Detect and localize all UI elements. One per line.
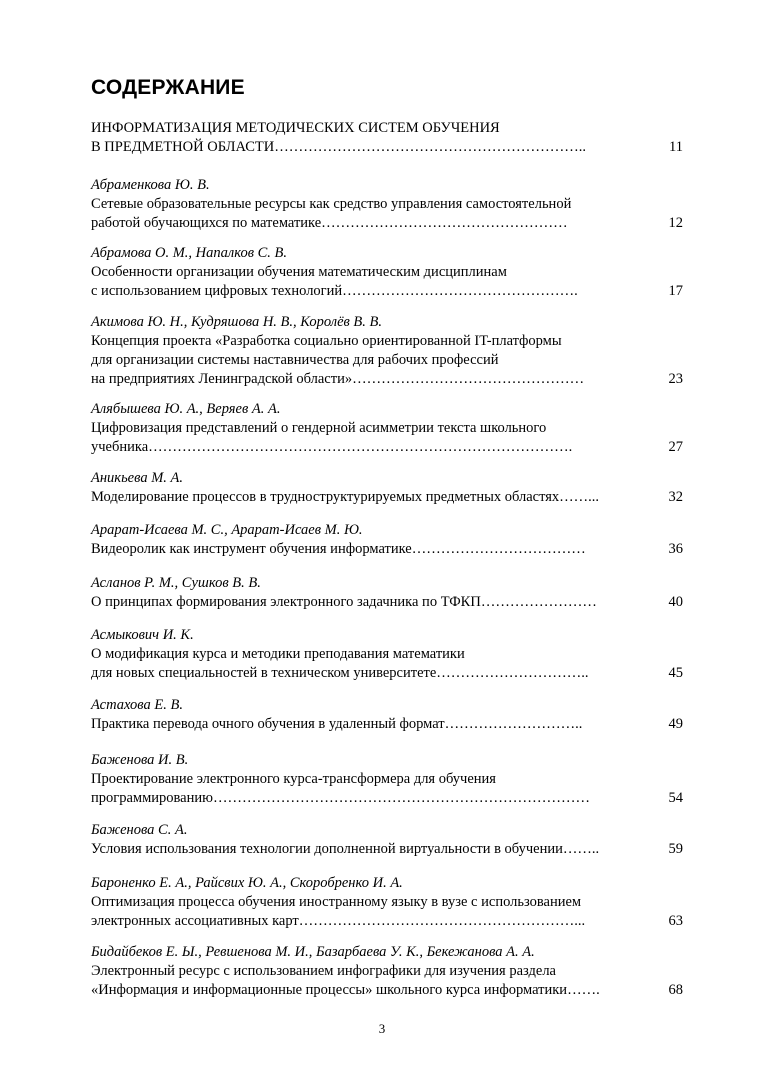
- entry-title-line: Особенности организации обучения математическим дисциплинам: [91, 264, 507, 280]
- entry-title-text: Условия использования технологии дополненной виртуальности в обучении……..: [91, 841, 600, 857]
- page-number: 36: [668, 541, 683, 557]
- entry-title-last-line: [91, 593, 683, 612]
- entry-title-last-line: [91, 282, 683, 301]
- page-number: 54: [668, 790, 683, 806]
- page-number: 32: [668, 489, 683, 505]
- entry-authors: Абраменкова Ю. В.: [91, 177, 210, 193]
- entry-title-text: «Информация и информационные процессы» школьного курса информатики…….: [91, 982, 600, 998]
- entry-authors: Бароненко Е. А., Райсвих Ю. А., Скоробренко И. А.: [91, 875, 403, 891]
- entry-title-last-line: [91, 840, 683, 859]
- entry-title-text: программированию……………………………………………………………………: [91, 790, 590, 806]
- entry-authors: Бидайбеков Е. Ы., Ревшенова М. И., Базарбаева У. К., Бекежанова А. А.: [91, 944, 535, 960]
- entry-title-last-line: [91, 664, 683, 683]
- toc-entry: [91, 244, 683, 301]
- entry-title-last-line: [91, 488, 683, 507]
- entry-title-text: Видеоролик как инструмент обучения информатике………………………………: [91, 541, 586, 557]
- entry-title-text: Моделирование процессов в трудноструктурируемых предметных областях……...: [91, 489, 600, 505]
- page-footer-number: 3: [378, 1021, 386, 1036]
- entry-title-line: Проектирование электронного курса-трансформера для обучения: [91, 771, 496, 787]
- entry-title-text: учебника…………………………………………………………………………….: [91, 439, 573, 455]
- entry-title-text: электронных ассоциативных карт…………………………………………………...: [91, 913, 586, 929]
- entry-authors: Асланов Р. М., Сушков В. В.: [91, 575, 261, 591]
- toc-section-header: [91, 119, 683, 157]
- entry-authors: Астахова Е. В.: [91, 697, 183, 713]
- entry-title-text: для новых специальностей в техническом университете…………………………..: [91, 665, 589, 681]
- entry-title-text: Практика перевода очного обучения в удаленный формат………………………..: [91, 716, 583, 732]
- entry-authors: Аникьева М. А.: [91, 470, 183, 486]
- section-title-text: В ПРЕДМЕТНОЙ ОБЛАСТИ………………………………………………………..: [91, 139, 586, 155]
- page-number: 11: [669, 139, 683, 155]
- entry-authors: Асмыкович И. К.: [91, 627, 194, 643]
- entry-title-line: для организации системы наставничества для рабочих профессий: [91, 352, 499, 368]
- page-number: 63: [668, 913, 683, 929]
- entry-title-last-line: [91, 438, 683, 457]
- entry-title-text: О принципах формирования электронного задачника по ТФКП……………………: [91, 594, 597, 610]
- page-title: СОДЕРЖАНИЕ: [91, 76, 245, 99]
- entry-title-line: Цифровизация представлений о гендерной асимметрии текста школьного: [91, 420, 547, 436]
- toc-entry: [91, 626, 683, 683]
- entry-title-last-line: [91, 912, 683, 931]
- entry-title-text: с использованием цифровых технологий………………………………………….: [91, 283, 578, 299]
- page-number: 45: [668, 665, 683, 681]
- toc-entry: [91, 696, 683, 734]
- entry-title-line: Сетевые образовательные ресурсы как средство управления самостоятельной: [91, 196, 572, 212]
- toc-entry: [91, 574, 683, 612]
- entry-title-text: на предприятиях Ленинградской области»…………………………………………: [91, 371, 585, 387]
- entry-authors: Алябышева Ю. А., Веряев А. А.: [91, 401, 281, 417]
- toc-entry: [91, 313, 683, 389]
- toc-entry: [91, 469, 683, 507]
- toc-entry: [91, 400, 683, 457]
- entry-title-last-line: [91, 540, 683, 559]
- toc-entry: [91, 751, 683, 808]
- page-number: 27: [668, 439, 683, 455]
- entry-title-line: Концепция проекта «Разработка социально ориентированной IT-платформы: [91, 333, 562, 349]
- toc-entry: [91, 874, 683, 931]
- page-number: 17: [668, 283, 683, 299]
- page-number: 40: [668, 594, 683, 610]
- entry-authors: Баженова С. А.: [91, 822, 188, 838]
- entry-title-line: Оптимизация процесса обучения иностранному языку в вузе с использованием: [91, 894, 582, 910]
- entry-title-line: Электронный ресурс с использованием инфографики для изучения раздела: [91, 963, 556, 979]
- entry-title-last-line: [91, 789, 683, 808]
- entry-authors: Абрамова О. М., Напалков С. В.: [91, 245, 288, 261]
- toc-entry: [91, 821, 683, 859]
- entry-authors: Арарат-Исаева М. С., Арарат-Исаев М. Ю.: [91, 522, 363, 538]
- page-number: 68: [668, 982, 683, 998]
- entry-title-text: работой обучающихся по математике……………………………………………: [91, 215, 568, 231]
- section-title-line-1: ИНФОРМАТИЗАЦИЯ МЕТОДИЧЕСКИХ СИСТЕМ ОБУЧЕНИЯ: [91, 120, 500, 136]
- page-number: 49: [668, 716, 683, 732]
- entry-authors: Акимова Ю. Н., Кудряшова Н. В., Королёв В. В.: [91, 314, 383, 330]
- entry-authors: Баженова И. В.: [91, 752, 189, 768]
- entry-title-line: О модификация курса и методики преподавания математики: [91, 646, 465, 662]
- entry-title-last-line: [91, 981, 683, 1000]
- entry-title-last-line: [91, 214, 683, 233]
- toc-entry: [91, 943, 683, 1000]
- page-number: 23: [668, 371, 683, 387]
- toc-entry: [91, 521, 683, 559]
- toc-entry: [91, 176, 683, 233]
- entry-title-last-line: [91, 715, 683, 734]
- section-title-line-2: [91, 138, 683, 157]
- entry-title-last-line: [91, 370, 683, 389]
- page-number: 59: [668, 841, 683, 857]
- page-number: 12: [668, 215, 683, 231]
